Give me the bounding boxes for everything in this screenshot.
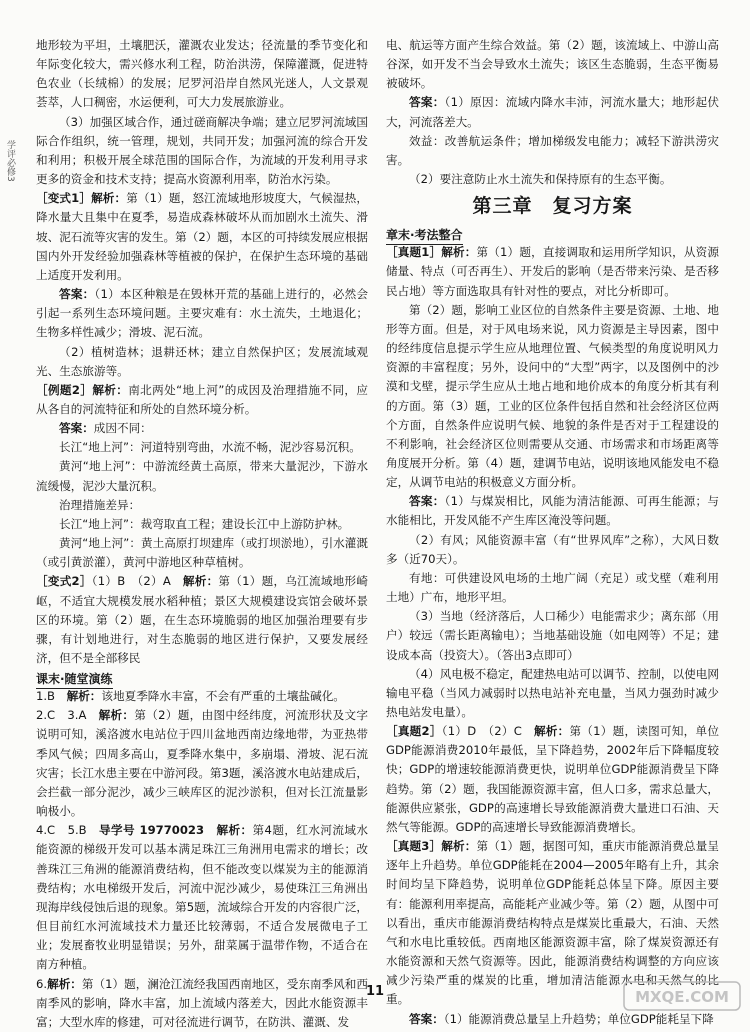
analysis-text: 第（1）题，怒江流域地形坡度大，气候湿热，降水量大且集中在夏季，易造成森林破坏从而加剧水土流失、滑坡、泥石流等灾害的发生。第（2）题，本区的可持续发展应根据国内外开发经验加强森林等植被的保护，在保护生态环境的基础上适度开发利用。 xyxy=(36,191,369,282)
answer-text: 效益：改善航运条件；增加梯级发电能力；减轻下游洪涝灾害。 xyxy=(386,133,719,167)
analysis-label: 解析： xyxy=(182,574,219,589)
exercise-item xyxy=(36,687,368,706)
answer-text: 长江“地上河”：裁弯取直工程；建设长江中上游防护林。 xyxy=(59,516,350,531)
analysis-text: 南北两处“地上河”的成因及治理措施不同，应从各自的河流特征和所处的自然环境分析。 xyxy=(36,382,368,416)
answer-text: 成因不同： xyxy=(93,421,152,436)
analysis-text: 第（2）题，影响工业区位的自然条件主要是资源、土地、地形等方面。但是，对于风电场来说，风力资源是主导因素，图中的经纬度信息提示学生应从地理位置、气候类型的角度说明风力资源的丰富程度；另外，设问中的“大型”两字，以及图例中的沙漠和戈壁，提示学生应从土地占地和地价成本的角度分析其有利的方面。第（3）题，工业的区位条件包括自然和社会经济区位两个方面，自然条件应说明气候、地貌的条件是否对于工程建设的不利影响，社会经济区位则需要从交通、市场需求和市场距离等角度展开分析。第（4）题，建调节电站，说明该地风能发电不稳定，从调节电站的积极意义方面分析。 xyxy=(386,302,719,490)
question-tag: ［变式2］ xyxy=(36,574,92,589)
section-heading: 课末·随堂演练 xyxy=(36,670,113,689)
exercise-item xyxy=(36,706,368,821)
variant-1 xyxy=(36,189,368,285)
real-exam-2 xyxy=(386,722,719,837)
answer-text: 治理措施差异： xyxy=(59,497,141,512)
choice-answers: （1）B （2）A xyxy=(91,574,183,589)
answer xyxy=(386,492,719,530)
answer xyxy=(36,419,368,438)
analysis-text: 第4题，红水河流域水能资源的梯级开发可以基本满足珠江三角洲用电需求的增长；改善珠江三角洲的能源消费结构，但不能改变以煤炭为主的能源消费结构；水电梯级开发后，河流中泥沙减少，易使珠江三角洲出现海岸线侵蚀后退的现象。第5题，流域综合开发的内容很广泛，但目前红水河流域技术力量还比较薄弱，不适合发展微电子工业；发展畜牧业明显错误；另外，甜菜属于温带作物，不适合在南方种植。 xyxy=(36,823,369,972)
analysis-text: 第（1）题，澜沧江流经我国西南地区，受东南季风和西南季风的影响，降水丰富，加上流域内落差大，因此水能资源丰富；大型水库的修建，可对径流进行调节，在防洪、灌溉、发 xyxy=(36,976,368,1029)
answer-label: 答案： xyxy=(409,95,445,110)
answer-text: （1）与煤炭相比，风能为清洁能源、可再生能源；与水能相比，开发风能不产生库区淹没等问题。 xyxy=(386,494,719,528)
answer-label: 答案： xyxy=(59,287,95,302)
answer-text: （1）原因：流域内降水丰沛，河流水量大；地形起伏大，河流落差大。 xyxy=(386,95,719,129)
choice-answers: 2.C 3.A xyxy=(36,708,99,723)
side-tab: 学评必修3 xyxy=(5,140,15,182)
analysis-label: 解析： xyxy=(66,689,102,704)
choice-answers: 1.B xyxy=(36,689,67,704)
analysis-label: 解析： xyxy=(441,839,477,854)
right-column xyxy=(386,36,719,1029)
answer-text: （2）有风；风能资源丰富（有“世界风库”之称），大风日数多（近70天）。 xyxy=(386,532,719,566)
section-heading: 章末·考法整合 xyxy=(386,226,463,245)
analysis-label: 解析： xyxy=(533,724,570,739)
choice-answers: 6. xyxy=(36,976,48,991)
paragraph: 地形较为平坦，土壤肥沃，灌溉农业发达；径流量的季节变化和年际变化较大，需兴修水利工程，防治洪涝，保障灌溉，促进特色农业（长绒棉）的发展；尼罗河沿岸自然风光迷人，人文景观荟萃，人口稠密，水运便利，可大力发展旅游业。 xyxy=(36,38,368,110)
answer xyxy=(386,93,719,131)
analysis-label: 解析： xyxy=(441,245,477,260)
answer-label: 答案： xyxy=(409,494,445,509)
analysis-label: 解析： xyxy=(47,976,82,991)
choice-answers: 4.C 5.B xyxy=(36,823,100,838)
answer-label: 答案： xyxy=(59,421,94,436)
question-tag: ［变式1］ xyxy=(36,191,92,206)
answer-text: （1）能源消费总量呈上升趋势；单位GDP能耗呈下降 xyxy=(443,1011,714,1026)
analysis-label: 解析： xyxy=(216,823,253,838)
answer-text: （2）要注意防止水土流失和保持原有的生态平衡。 xyxy=(409,172,672,187)
answer-text: （4）风电极不稳定，配建热电站可以调节、控制，以使电网输电平稳（当风力减弱时以热电站补充电量，当风力强劲时减少热电站发电量）。 xyxy=(386,666,719,719)
paragraph: 电、航运等方面产生综合效益。第（2）题，该流域上、中游山高谷深，如开发不当会导致水土流失；该区生态脆弱，生态平衡易被破坏。 xyxy=(386,38,719,91)
real-exam-1 xyxy=(386,243,719,300)
chapter-title: 第三章 复习方案 xyxy=(472,195,633,218)
choice-answers: （1）D （2）C xyxy=(441,724,534,739)
answer-text: 长江“地上河”：河道特别弯曲，水流不畅，泥沙容易沉积。 xyxy=(59,440,361,455)
analysis-text: 第（1）题，据图可知，重庆市能源消费总量呈逐年上升趋势。单位GDP能耗在2004—2005年略有上升，其余时间均呈下降趋势，说明单位GDP能耗总体呈下降。原因主要有：能源利用率提高，高能耗产业减少等。第（2）题，从图中可以看出，重庆市能源消费结构特点是煤炭比重最大，石油、天然气和水电比重较低。西南地区能源资源丰富，除了煤炭资源还有水能资源和天然气资源等。因此，能源消费结构调整的方向应该减少污染严重的煤炭的比重，增加清洁能源水电和天然气的比重。 xyxy=(386,839,719,1007)
question-tag: ［真题1］ xyxy=(386,245,442,260)
svg-text:MXQE.COM: MXQE.COM xyxy=(635,988,729,1006)
variant-2 xyxy=(36,572,368,668)
analysis-label: 解析： xyxy=(98,708,135,723)
answer-text: （1）本区种粮是在毁林开荒的基础上进行的，必然会引起一系列生态环境问题。主要灾难有：水土流失，土地退化；生物多样性减少；滑坡、泥石流。 xyxy=(36,287,368,340)
analysis-text: 第（1）题，读图可知，单位GDP能源消费2010年最低，呈下降趋势，2002年后下降幅度较快；GDP的增速较能源消费更快，说明单位GDP能源消费呈下降趋势。第（2）题，我国能源资源丰富，但人口多，需求总量大，能源供应紧张，GDP的高速增长导致能源消费大量进口石油、天然气等能源。GDP的高速增长导致能源消费增长。 xyxy=(386,724,719,834)
question-tag: ［真题2］ xyxy=(386,724,442,739)
watermark-logo xyxy=(622,979,742,1013)
answer-label: 答案： xyxy=(409,1011,444,1026)
page-number: 11 xyxy=(365,984,385,999)
question-tag: ［真题3］ xyxy=(386,839,442,854)
left-column xyxy=(36,36,368,1032)
analysis-text: 第（1）题，乌江流域地形崎岖，不适宜大规模发展水稻种植；景区大规模建设宾馆会破坏景区的环境。第（2）题，在生态环境脆弱的地区加强治理要有步骤，有计划地进行，对生态脆弱的地区进行保护，又要发展经济，但不是全部移民 xyxy=(36,574,368,665)
analysis-text: 第（1）题，直接调取和运用所学知识，从资源储量、特点（可否再生）、开发后的影响（是否带来污染、是否移民占地）等方面选取具有针对性的要点，对比分析即可。 xyxy=(386,245,719,298)
answer-text: （2）植树造林；退耕还林；建立自然保护区；发展流域观光、生态旅游等。 xyxy=(36,344,368,378)
answer xyxy=(36,285,368,342)
analysis-text: 该地夏季降水丰富，不会有严重的土壤盐碱化。 xyxy=(101,689,345,704)
paragraph: （3）加强区域合作，通过磋商解决争端；建立尼罗河流域国际合作组织，统一管理，规划，共同开发；加强河流的综合开发和利用；积极开展全球范围的国际合作，为流域的开发利用寻求更多的资金和技术支持；提高水资源利用率，防治水污染。 xyxy=(36,114,368,187)
answer-text: 有地：可供建设风电场的土地广阔（充足）或戈壁（难利用土地）广布，地形平坦。 xyxy=(386,570,719,605)
analysis-text: 第（2）题，由图中经纬度，河流形状及文字说明可知，溪洛渡水电站位于四川盆地西南边缘地带，为亚热带季风气候；四周多高山，夏季降水集中，多崩塌、滑坡、泥石流灾害；长江水患主要在中游河段。第3题，溪洛渡水电站建成后，会拦截一部分泥沙，减少三峡库区的泥沙淤积，但对长江流量影响极小。 xyxy=(36,708,369,819)
guide-number: 导学号 19770023 xyxy=(99,823,217,838)
answer-text: 黄河“地上河”：黄土高原打坝建库（或打坝淤地），引水灌溉（或引黄淤灌），黄河中游地区种草植树。 xyxy=(36,536,368,570)
answer-text: 黄河“地上河”：中游流经黄土高原，带来大量泥沙，下游水流缓慢，泥沙大量沉积。 xyxy=(36,459,368,493)
question-tag: ［例题2］ xyxy=(36,382,93,397)
analysis-label: 解析： xyxy=(92,382,129,397)
example-2 xyxy=(36,381,368,419)
analysis-label: 解析： xyxy=(91,191,127,206)
answer-text: （3）当地（经济落后，人口稀少）电能需求少；离东部（用户）较远（需长距离输电）；当地基础设施（如电网等）不足；建设成本高（投资大）。（答出3点即可） xyxy=(386,609,719,662)
exercise-item xyxy=(36,821,368,974)
